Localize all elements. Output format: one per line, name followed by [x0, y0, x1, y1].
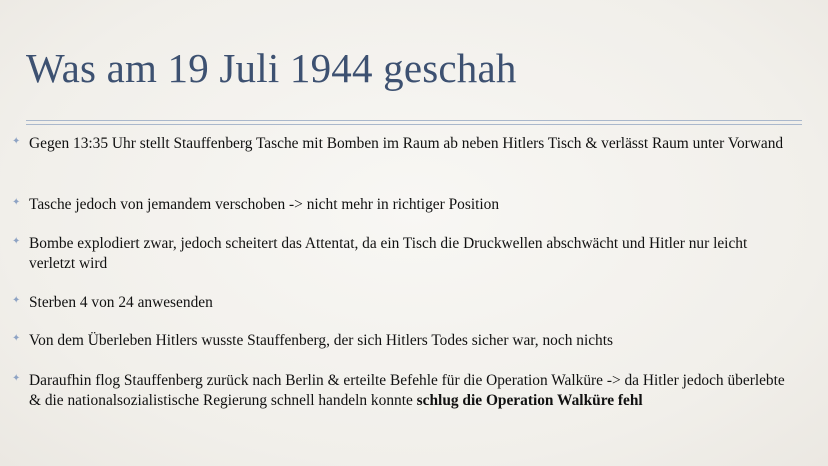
bullet-item-1 [12, 134, 792, 154]
bullet-text-2: Tasche jedoch von jemandem verschoben -> nicht mehr in richtiger Position [29, 196, 500, 213]
slide-title: Was am 19 Juli 1944 geschah [26, 45, 517, 91]
bullet-item-3 [12, 234, 792, 275]
bullet-text-6 [29, 371, 792, 412]
title-divider-top [26, 120, 802, 121]
four-point-star-icon: ✦ [12, 373, 21, 384]
four-point-star-icon: ✦ [12, 295, 21, 306]
four-point-star-icon: ✦ [12, 333, 21, 344]
bullet-text-6-regular: Daraufhin flog Stauffenberg zurück nach Berlin & erteilte Befehle für die Operation Walküre -> da Hitler jedoch überlebte & die nationalsozialistische Regierung schnell handeln konnte [29, 372, 785, 410]
four-point-star-icon: ✦ [12, 136, 21, 147]
bullet-item-5 [12, 331, 792, 351]
bullet-item-6 [12, 371, 792, 412]
bullet-item-2 [12, 195, 792, 215]
bullet-text-6-bold: schlug die Operation Walküre fehl [416, 392, 643, 410]
bullet-text-3: Bombe explodiert zwar, jedoch scheitert das Attentat, da ein Tisch die Druckwellen abschwächt und Hitler nur leicht verletzt wird [29, 235, 748, 273]
bullet-text-5: Von dem Überleben Hitlers wusste Stauffenberg, der sich Hitlers Todes sicher war, noch nichts [29, 332, 614, 349]
four-point-star-icon: ✦ [12, 197, 21, 208]
title-divider-bottom [26, 124, 802, 125]
four-point-star-icon: ✦ [12, 236, 21, 247]
bullet-text-1: Gegen 13:35 Uhr stellt Stauffenberg Tasche mit Bomben im Raum ab neben Hitlers Tisch & verlässt Raum unter Vorwand [29, 135, 784, 152]
bullet-text-4: Sterben 4 von 24 anwesenden [29, 294, 213, 311]
bullet-item-4 [12, 293, 792, 313]
